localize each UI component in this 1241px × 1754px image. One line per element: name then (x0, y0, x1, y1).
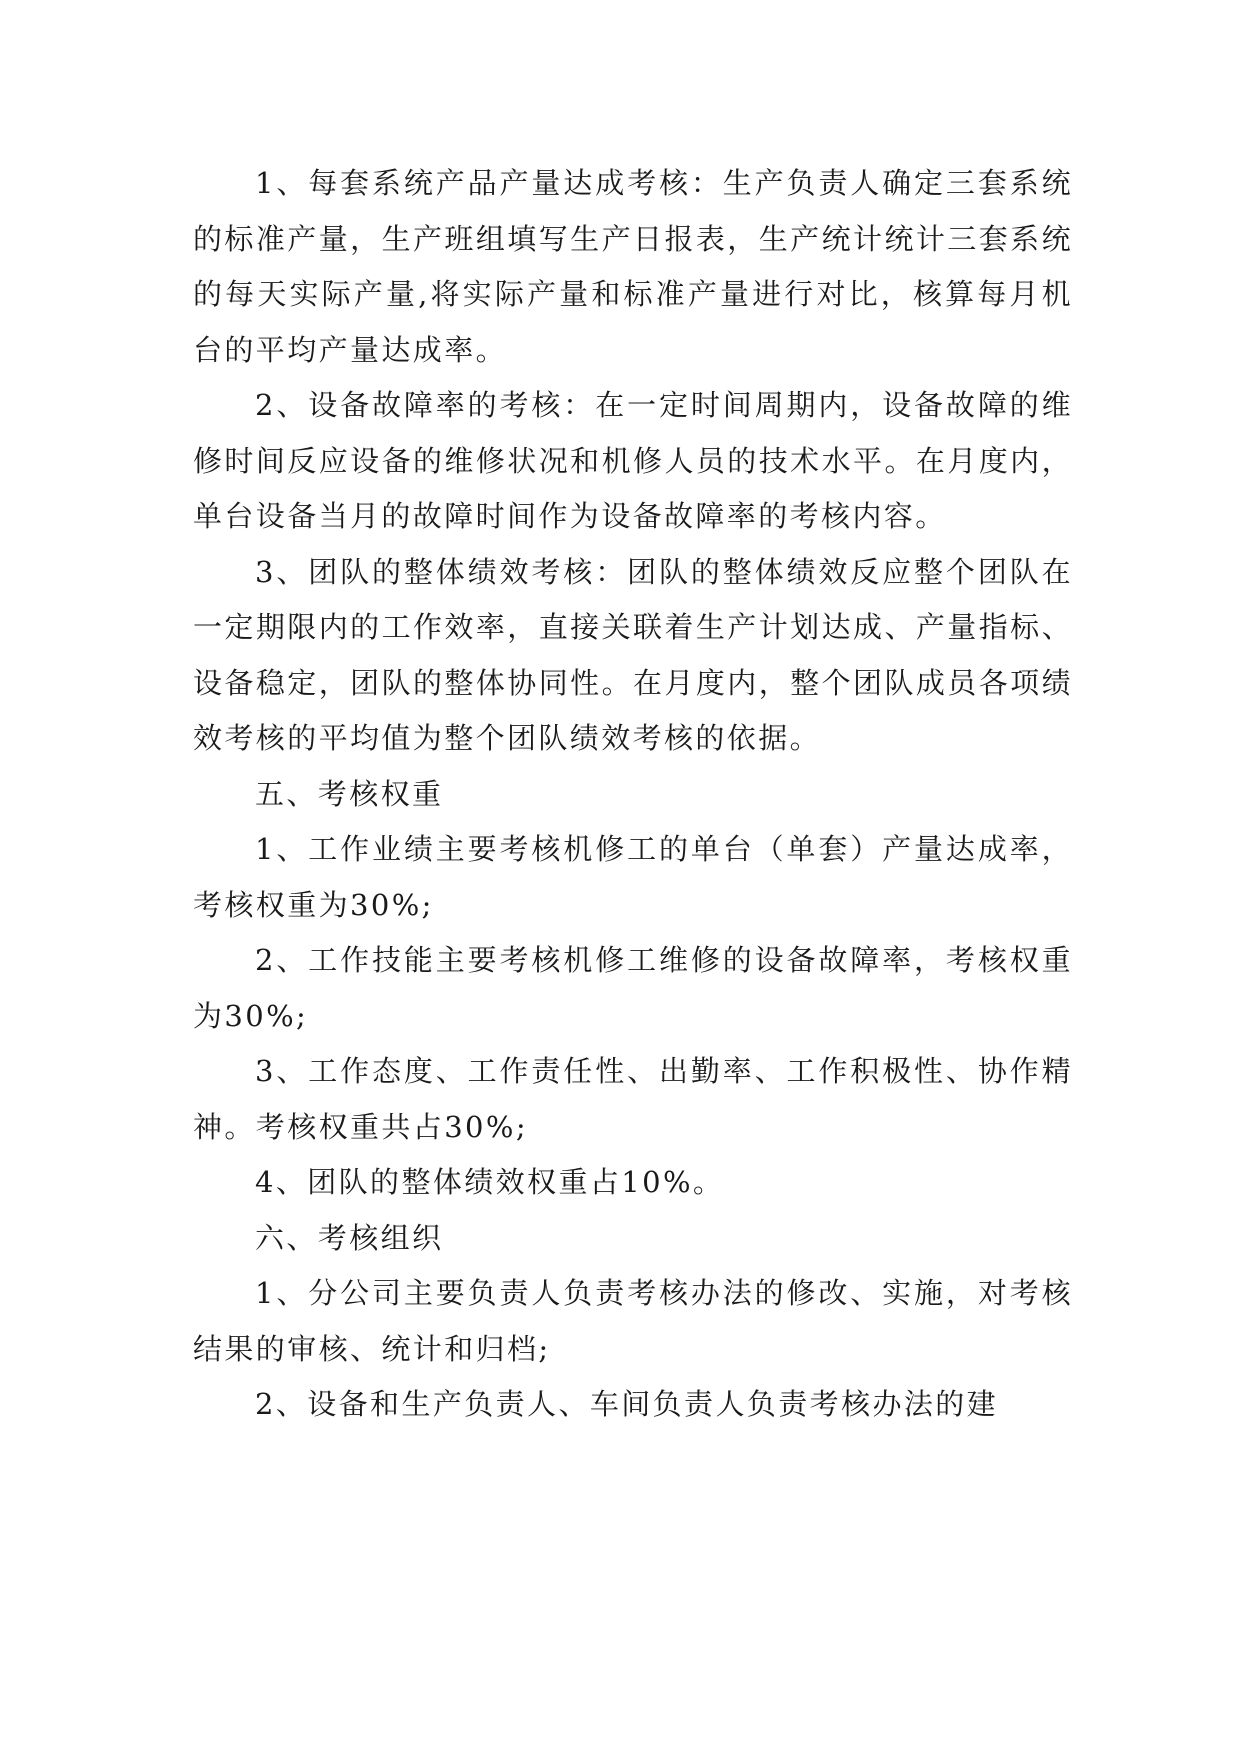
paragraph-organization-equipment: 2、设备和生产负责人、车间负责人负责考核办法的建 (255, 1387, 999, 1421)
paragraph-weight-attitude: 3、工作态度、工作责任性、出勤率、工作积极性、协作精神。考核权重共占30%; (193, 1054, 1073, 1144)
paragraph-weight-team: 4、团队的整体绩效权重占10%。 (255, 1165, 725, 1199)
paragraph-output-assessment: 1、每套系统产品产量达成考核：生产负责人确定三套系统的标准产量，生产班组填写生产日报表，生产统计统计三套系统的每天实际产量,将实际产量和标准产量进行对比，核算每月机台的平均产量达成率。 (193, 166, 1073, 367)
paragraph-weight-skills: 2、工作技能主要考核机修工维修的设备故障率，考核权重为30%; (193, 943, 1073, 1033)
document-body (193, 156, 1073, 1433)
paragraph-team-assessment: 3、团队的整体绩效考核：团队的整体绩效反应整个团队在一定期限内的工作效率，直接关联着生产计划达成、产量指标、设备稳定，团队的整体协同性。在月度内，整个团队成员各项绩效考核的平均值为整个团队绩效考核的依据。 (193, 554, 1073, 755)
section-heading-weights: 五、考核权重 (255, 776, 444, 811)
paragraph-weight-performance: 1、工作业绩主要考核机修工的单台（单套）产量达成率，考核权重为30%; (193, 832, 1073, 922)
section-heading-organization: 六、考核组织 (255, 1220, 444, 1255)
paragraph-failure-rate-assessment: 2、设备故障率的考核：在一定时间周期内，设备故障的维修时间反应设备的维修状况和机修人员的技术水平。在月度内，单台设备当月的故障时间作为设备故障率的考核内容。 (193, 388, 1073, 533)
paragraph-organization-branch: 1、分公司主要负责人负责考核办法的修改、实施，对考核结果的审核、统计和归档; (193, 1276, 1073, 1366)
